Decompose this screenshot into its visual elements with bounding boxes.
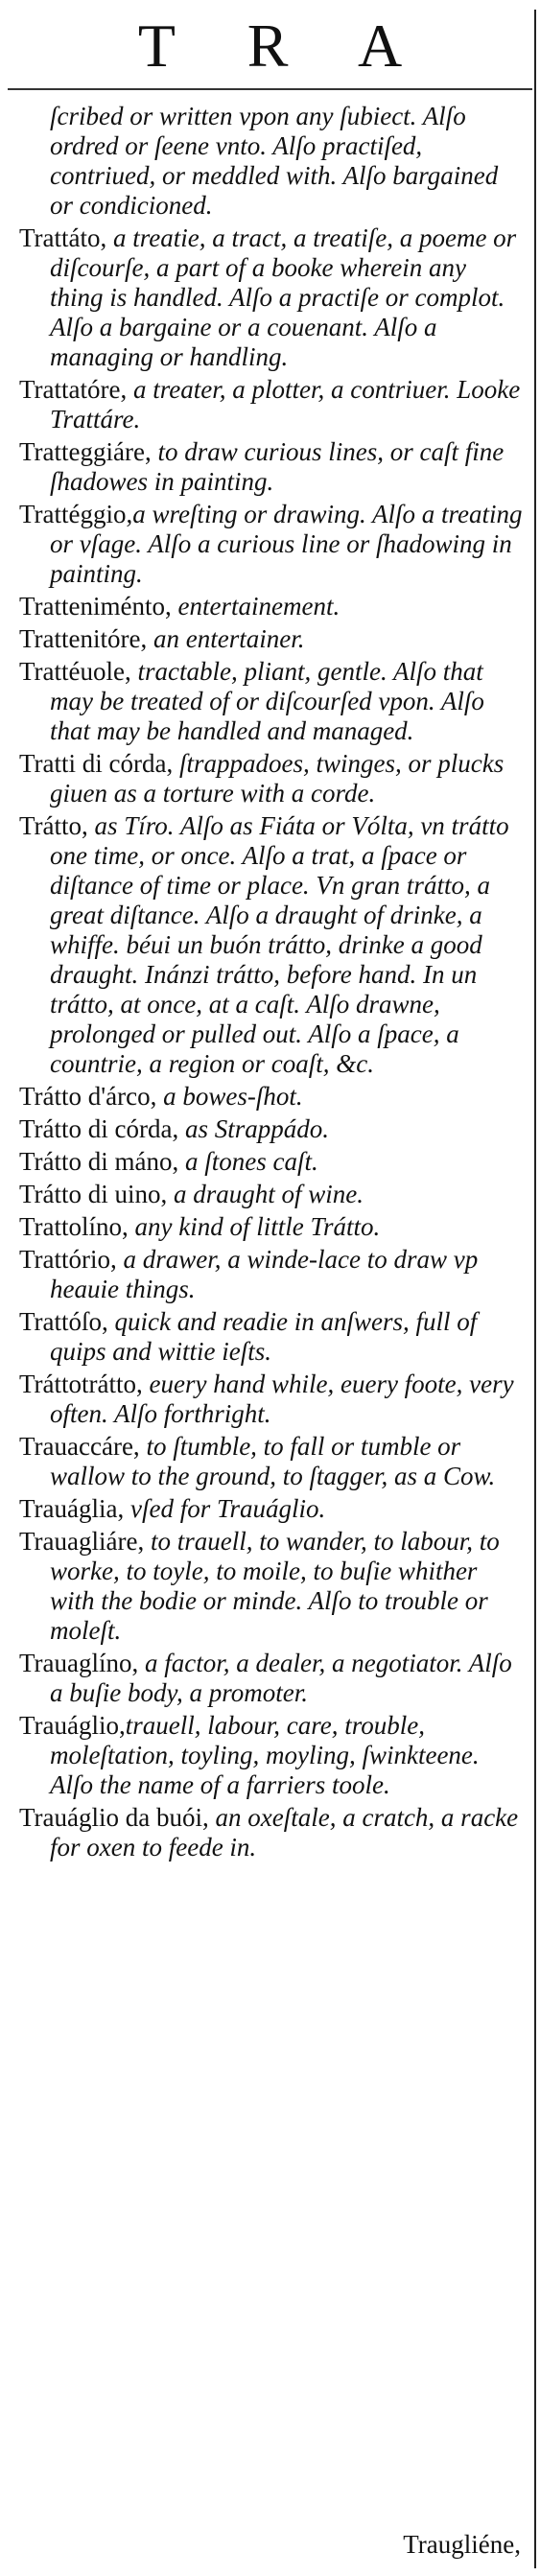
entry-gloss: a ſtones caſt. bbox=[178, 1147, 318, 1176]
entry-headword: Trauáglia, bbox=[19, 1494, 125, 1523]
entry-headword: Trauaglíno, bbox=[19, 1649, 139, 1677]
entry-gloss: a treater, a plotter, a contriuer. Looke Trattáre. bbox=[50, 375, 521, 433]
entry-gloss: as Tíro. Alſo as Fiáta or Vólta, vn trátto one time, or once. Alſo a trat, a ſpace or diſtance of time or place. Vn gran trátto, a great diſtance. Alſo a draught of drinke, a whiffe. béui un buón trátto, drinke a good draught. Inánzi trátto, before hand. In un trátto, at once, at a caſt. Alſo drawne, prolonged or pulled out. Alſo a ſpace, a countrie, a region or coaſt, &c. bbox=[50, 811, 509, 1078]
entry-gloss: to trauell, to wander, to labour, to worke, to toyle, to moile, to buſie whither with the bodie or minde. Alſo to trouble or moleſt. bbox=[50, 1527, 500, 1645]
entry-headword: Tratteniménto, bbox=[19, 592, 172, 621]
entry-headword: Trátto di córda, bbox=[19, 1114, 179, 1143]
entry-gloss: ſcribed or written vpon any ſubiect. Alſo ordred or ſeene vnto. Alſo practiſed, contriued, or meddled with. Alſo bargained or condicioned. bbox=[50, 102, 499, 220]
entry-gloss: an oxeſtale, a cratch, a racke for oxen to feede in. bbox=[50, 1803, 519, 1862]
dictionary-entry bbox=[10, 1803, 523, 1862]
entry-headword: Tráttotrátto, bbox=[19, 1370, 143, 1398]
entry-gloss: vſed for Trauáglio. bbox=[124, 1494, 326, 1523]
dictionary-entry bbox=[10, 102, 523, 221]
dictionary-entry bbox=[10, 1527, 523, 1646]
entry-headword: Trattenitóre, bbox=[19, 624, 148, 653]
entry-gloss: as Strappádo. bbox=[178, 1114, 330, 1143]
entry-headword: Trattáto, bbox=[19, 223, 107, 252]
running-header bbox=[0, 0, 540, 91]
dictionary-entry bbox=[10, 1370, 523, 1429]
column-rule bbox=[534, 10, 536, 2568]
entry-headword: Trattatóre, bbox=[19, 375, 128, 404]
entry-gloss: any kind of little Trátto. bbox=[128, 1212, 381, 1241]
dictionary-entry bbox=[10, 1212, 523, 1242]
dictionary-entry bbox=[10, 1245, 523, 1304]
entry-gloss: a wreſting or drawing. Alſo a treating or vſage. Alſo a curious line or ſhadowing in painting. bbox=[50, 500, 523, 588]
dictionary-entry bbox=[10, 1494, 523, 1524]
entry-headword: Trattóſo, bbox=[19, 1307, 108, 1336]
entry-headword: Tratteggiáre, bbox=[19, 437, 152, 466]
entry-headword: Trauagliáre, bbox=[19, 1527, 145, 1556]
entry-headword: Trátto di máno, bbox=[19, 1147, 179, 1176]
dictionary-entry bbox=[10, 1711, 523, 1800]
entry-gloss: a drawer, a winde-lace to draw vp heauie things. bbox=[50, 1245, 479, 1303]
dictionary-entry bbox=[10, 657, 523, 746]
dictionary-entry bbox=[10, 1114, 523, 1144]
entry-headword: Trátto d'árco, bbox=[19, 1082, 157, 1111]
entry-headword: Trattolíno, bbox=[19, 1212, 129, 1241]
dictionary-entry bbox=[10, 1082, 523, 1112]
dictionary-entry bbox=[10, 1307, 523, 1367]
entry-headword: Trattéuole, bbox=[19, 657, 131, 686]
dictionary-entry bbox=[10, 1147, 523, 1177]
entry-gloss: a draught of wine. bbox=[167, 1180, 364, 1208]
entry-gloss: euery hand while, euery foote, very often. Alſo forthright. bbox=[50, 1370, 514, 1428]
entry-gloss: an entertainer. bbox=[147, 624, 305, 653]
dictionary-entry bbox=[10, 749, 523, 808]
entry-gloss: ſtrappadoes, twinges, or plucks giuen as a torture with a corde. bbox=[50, 749, 505, 808]
entry-headword: Trattório, bbox=[19, 1245, 117, 1274]
entry-headword: Tratti di córda, bbox=[19, 749, 174, 778]
entry-gloss: trauell, labour, care, trouble, moleſtation, toyling, moyling, ſwinkteene. Alſo the name of a farriers toole. bbox=[50, 1711, 480, 1799]
running-title: T R A bbox=[137, 11, 432, 80]
entry-list bbox=[10, 102, 523, 1865]
header-rule bbox=[8, 88, 532, 90]
entry-gloss: a factor, a dealer, a negotiator. Alſo a buſie body, a promoter. bbox=[50, 1649, 512, 1707]
entry-gloss: entertainement. bbox=[171, 592, 340, 621]
entry-gloss: tractable, pliant, gentle. Alſo that may be treated of or diſcourſed vpon. Alſo that may be handled and managed. bbox=[50, 657, 484, 745]
dictionary-entry bbox=[10, 437, 523, 497]
dictionary-entry bbox=[10, 811, 523, 1079]
catchword: Traugliéne, bbox=[403, 2530, 521, 2559]
entry-headword: Trattéggio, bbox=[19, 500, 133, 528]
entry-headword: Trauaccáre, bbox=[19, 1432, 140, 1461]
entry-gloss: a treatie, a tract, a treatiſe, a poeme or diſcourſe, a part of a booke wherein any thing is handled. Alſo a practiſe or complot. Alſo a bargaine or a couenant. Alſo a managing or handling. bbox=[50, 223, 517, 371]
dictionary-entry bbox=[10, 592, 523, 621]
entry-headword: Trauáglio da buói, bbox=[19, 1803, 209, 1832]
dictionary-entry bbox=[10, 1180, 523, 1209]
entry-gloss: to draw curious lines, or caſt fine ſhadowes in painting. bbox=[50, 437, 505, 496]
entry-headword: Trátto, bbox=[19, 811, 88, 840]
entry-headword: Trátto di uino, bbox=[19, 1180, 168, 1208]
dictionary-entry bbox=[10, 375, 523, 434]
entry-headword: Trauáglio, bbox=[19, 1711, 126, 1740]
dictionary-entry bbox=[10, 1432, 523, 1491]
dictionary-entry bbox=[10, 223, 523, 372]
entry-gloss: to ſtumble, to fall or tumble or wallow to the ground, to ſtagger, as a Cow. bbox=[50, 1432, 496, 1490]
entry-gloss: a bowes-ſhot. bbox=[156, 1082, 303, 1111]
entry-gloss: quick and readie in anſwers, full of quips and wittie ieſts. bbox=[50, 1307, 478, 1366]
dictionary-entry bbox=[10, 500, 523, 589]
dictionary-entry bbox=[10, 624, 523, 654]
dictionary-entry bbox=[10, 1649, 523, 1708]
